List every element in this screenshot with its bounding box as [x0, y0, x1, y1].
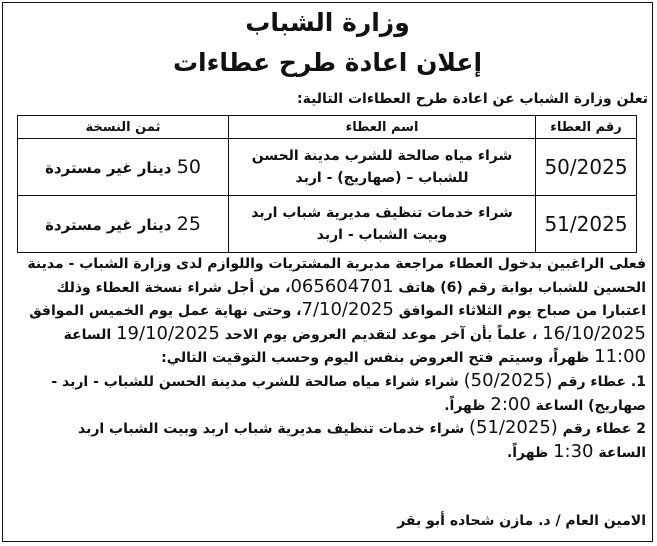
tender-number: 51/2025	[536, 196, 637, 253]
tender-number: 50/2025	[536, 139, 637, 196]
body-line: 2 عطاء رقم (51/2025) شراء خدمات تنظيف مديرية شباب اربد وبيت الشباب اربد	[77, 417, 646, 439]
tenders-table	[17, 115, 637, 253]
tender-announcement	[2, 2, 653, 542]
body-line: 16/10/2025 ، علماً بأن آخر موعد لتقديم العروض يوم الاحد 19/10/2025 الساعة	[63, 322, 646, 344]
deadline-date: 19/10/2025	[116, 322, 220, 344]
body-line: الساعة 1:30 ظهراً.	[506, 440, 646, 462]
table-row	[18, 139, 637, 196]
opening-time: 2:00	[490, 393, 531, 415]
deadline-time: 11:00	[594, 346, 646, 368]
ministry-name: وزارة الشباب	[245, 8, 410, 37]
body-line: صهاريج) الساعة 2:00 ظهراً.	[444, 393, 646, 415]
copy-price: 25 دينار غير مستردة	[18, 196, 229, 253]
signature-line: الامين العام / د. مازن شحاده أبو بقر	[397, 513, 646, 529]
table-row	[18, 196, 637, 253]
announcement-body	[9, 254, 646, 464]
phone-number: 065604701	[290, 275, 394, 297]
opening-time: 1:30	[553, 440, 594, 462]
copy-price: 50 دينار غير مستردة	[18, 139, 229, 196]
item-tender-number: (50/2025)	[463, 369, 553, 391]
body-line: الحسين للشباب بوابة رقم (6) هاتف 065604701، من أجل شراء نسخة العطاء وذلك	[56, 275, 646, 297]
tender-name: شراء مياه صالحة للشرب مدينة الحسن للشباب – (صهاريج) - اربد	[229, 139, 536, 196]
start-date: 7/10/2025	[301, 299, 394, 321]
intro-text: تعلن وزارة الشباب عن اعادة طرح العطاءات التالية:	[297, 91, 648, 107]
header-tender-name: اسم العطاء	[229, 116, 536, 139]
body-line: 11:00 ظهراً، وسيتم فتح العروض بنفس اليوم وحسب التوقيت التالي:	[161, 346, 646, 368]
header-tender-number: رقم العطاء	[536, 116, 637, 139]
body-line: 1. عطاء رقم (50/2025) شراء شراء مياه صالحة للشرب مدينة الحسن للشباب - اربد -	[51, 369, 646, 391]
body-line: اعتبارا من صباح يوم الثلاثاء الموافق 7/10/2025، وحتى نهاية عمل يوم الخميس الموافق	[29, 299, 646, 321]
table-header-row	[18, 116, 637, 139]
end-date: 16/10/2025	[542, 322, 646, 344]
header-copy-price: ثمن النسخة	[18, 116, 229, 139]
announcement-headline: إعلان اعادة طرح عطاءات	[172, 48, 483, 77]
tender-name: شراء خدمات تنظيف مديرية شباب اربد وبيت الشباب - اربد	[229, 196, 536, 253]
body-line: فعلى الراغبين بدخول العطاء مراجعة مديرية المشتريات واللوازم لدى وزارة الشباب - مدينة	[27, 256, 646, 272]
item-tender-number: (51/2025)	[468, 417, 558, 439]
